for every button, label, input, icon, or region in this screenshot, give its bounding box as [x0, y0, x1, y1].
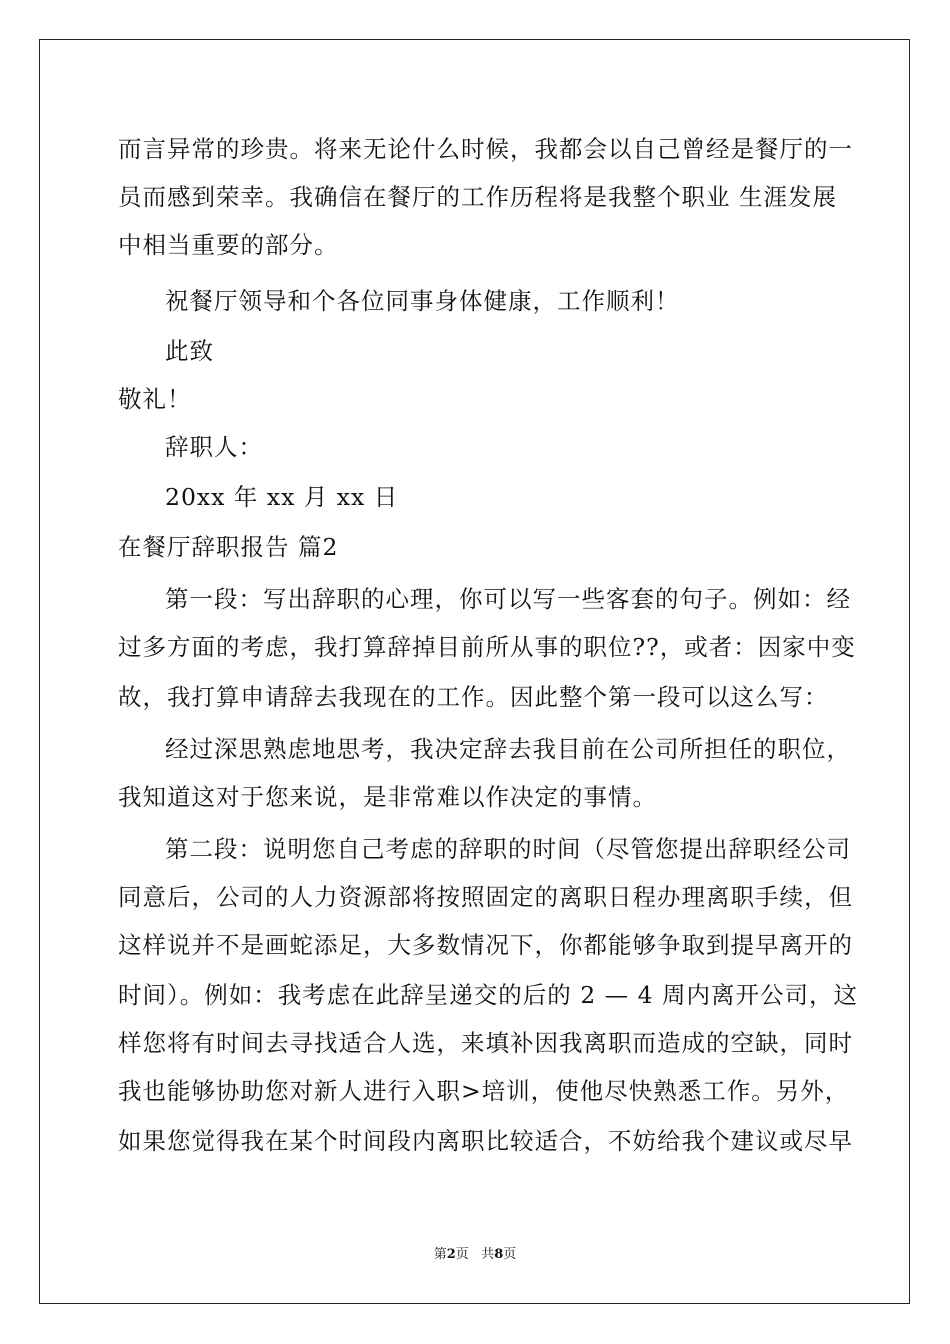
- paragraph-line: 故，我打算申请辞去我现在的工作。因此整个第一段可以这么写：: [118, 683, 829, 711]
- paragraph-line: 时间）。例如：我考虑在此辞呈递交的后的 2 — 4 周内离开公司，这: [118, 981, 859, 1009]
- paragraph-line: 而言异常的珍贵。将来无论什么时候，我都会以自己曾经是餐厅的一: [118, 135, 853, 163]
- paragraph-line: 员而感到荣幸。我确信在餐厅的工作历程将是我整个职业 生涯发展: [118, 183, 837, 211]
- footer-total-pages: 8: [494, 1247, 504, 1262]
- footer-total-prefix: 共: [481, 1247, 495, 1262]
- paragraph-line: 祝餐厅领导和个各位同事身体健康，工作顺利！: [165, 287, 680, 315]
- paragraph-line: 经过深思熟虑地思考，我决定辞去我目前在公司所担任的职位，: [165, 735, 851, 763]
- signature-line: 辞职人：: [165, 433, 263, 461]
- footer-page-prefix: 第: [433, 1247, 447, 1262]
- salutation-line: 敬礼！: [118, 385, 192, 413]
- section-heading: 在餐厅辞职报告 篇2: [118, 533, 339, 561]
- paragraph-line: 我也能够协助您对新人进行入职>培训，使他尽快熟悉工作。另外，: [118, 1077, 850, 1105]
- footer-page-suffix: 页: [455, 1247, 469, 1262]
- paragraph-line: 如果您觉得我在某个时间段内离职比较适合，不妨给我个建议或尽早: [118, 1127, 853, 1155]
- date-line: 20xx 年 xx 月 xx 日: [165, 483, 399, 511]
- paragraph-line: 第一段：写出辞职的心理，你可以写一些客套的句子。例如：经: [165, 585, 851, 613]
- page-footer: [0, 1246, 950, 1264]
- paragraph-line: 同意后，公司的人力资源部将按照固定的离职日程办理离职手续，但: [118, 883, 853, 911]
- paragraph-line: 这样说并不是画蛇添足，大多数情况下，你都能够争取到提早离开的: [118, 931, 853, 959]
- footer-total-suffix: 页: [503, 1247, 517, 1262]
- paragraph-line: 中相当重要的部分。: [118, 231, 339, 259]
- paragraph-line: 第二段：说明您自己考虑的辞职的时间（尽管您提出辞职经公司: [165, 835, 851, 863]
- paragraph-line: 样您将有时间去寻找适合人选，来填补因我离职而造成的空缺，同时: [118, 1029, 853, 1057]
- salutation-line: 此致: [165, 337, 214, 365]
- paragraph-line: 过多方面的考虑，我打算辞掉目前所从事的职位??，或者：因家中变: [118, 633, 856, 661]
- footer-page-number: 2: [446, 1247, 456, 1262]
- paragraph-line: 我知道这对于您来说，是非常难以作决定的事情。: [118, 783, 657, 811]
